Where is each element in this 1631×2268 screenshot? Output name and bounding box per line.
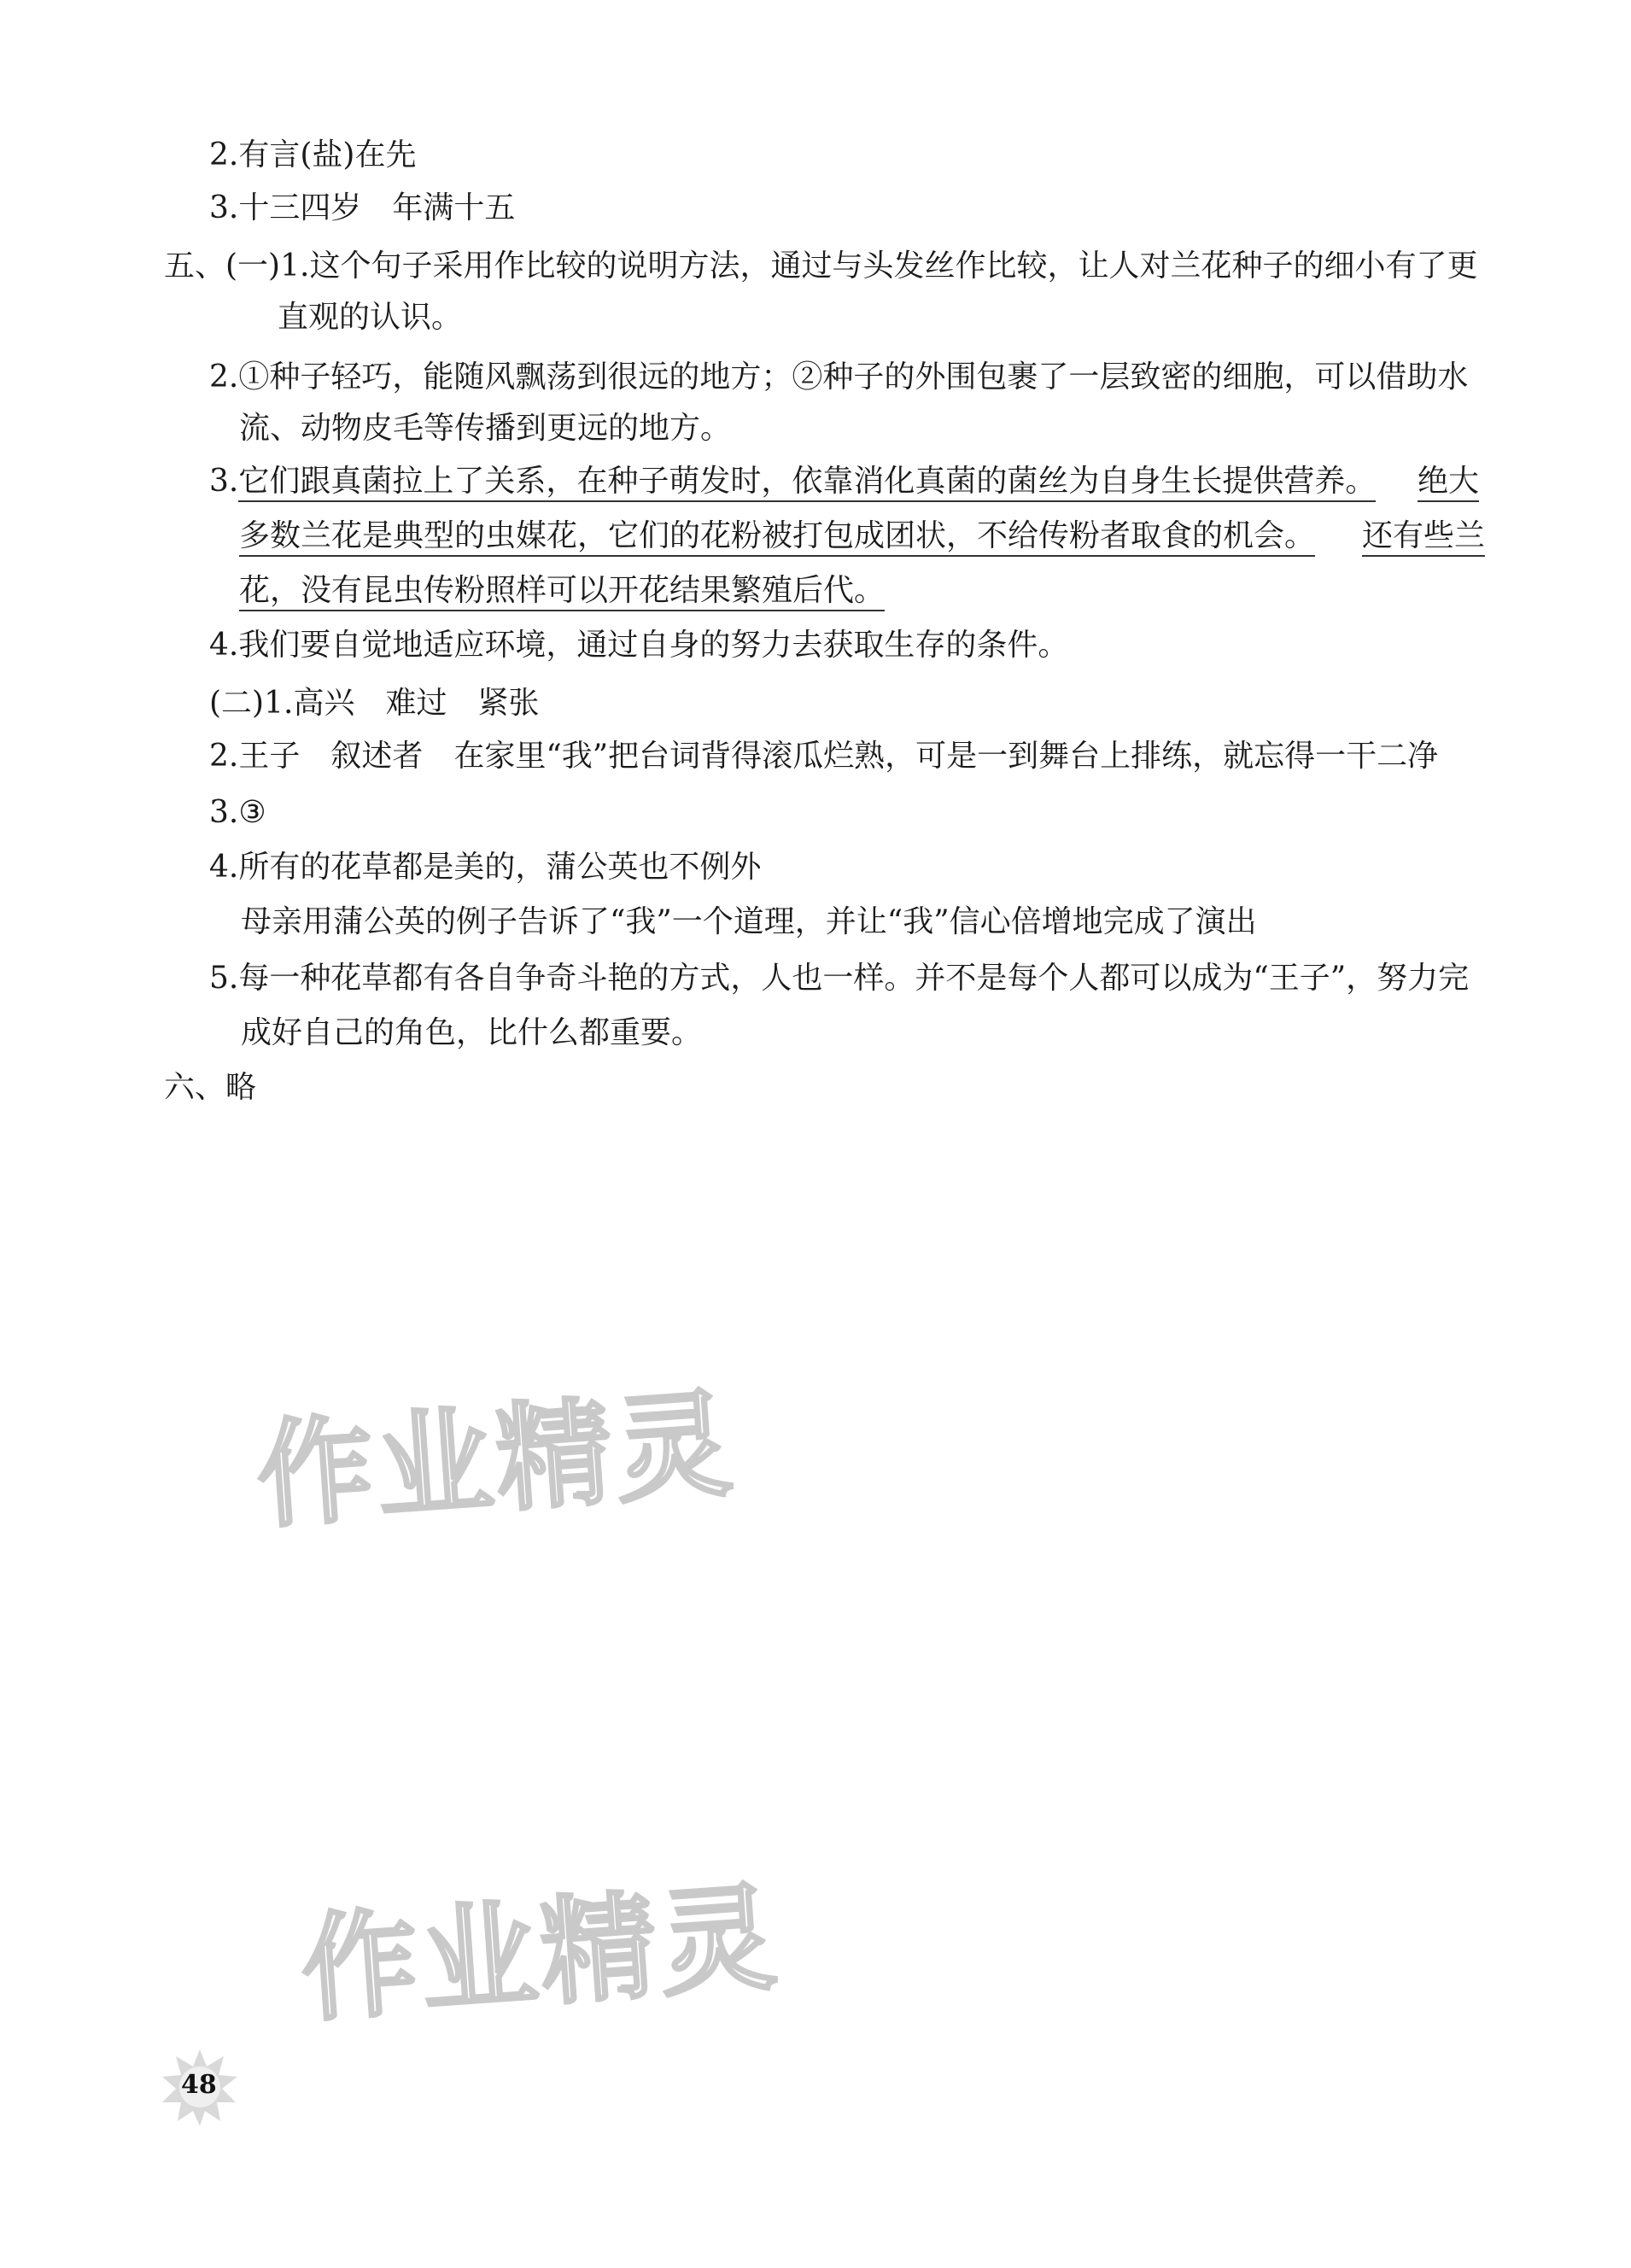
underlined-sentence: 花，没有昆虫传粉照样可以开花结果繁殖后代。 — [239, 573, 885, 611]
underlined-sentence: 还有些兰 — [1362, 518, 1485, 557]
underlined-sentence: 多数兰花是典型的虫媒花，它们的花粉被打包成团状，不给传粉者取食的机会。 — [239, 518, 1315, 557]
answer-line: 4.我们要自觉地适应环境，通过自身的努力去获取生存的条件。 — [209, 628, 1069, 663]
answer-line: 3.十三四岁 年满十五 — [209, 190, 516, 225]
answer-line: 母亲用蒲公英的例子告诉了“我”一个道理，并让“我”信心倍增地完成了演出 — [241, 904, 1257, 939]
answer-line-underlined — [209, 461, 1376, 502]
answer-line: 五、(一)1.这个句子采用作比较的说明方法，通过与头发丝作比较，让人对兰花种子的细小有了更 — [164, 248, 1478, 284]
watermark: 作业精灵 — [253, 1377, 740, 1546]
underlined-sentence: 它们跟真菌拉上了关系，在种子萌发时，依靠消化真菌的菌丝为自身生长提供营养。 — [238, 464, 1376, 502]
answer-line: 2.有言(盐)在先 — [209, 137, 417, 172]
answer-line-underlined — [239, 516, 1315, 557]
answer-line: 4.所有的花草都是美的，蒲公英也不例外 — [209, 850, 762, 885]
underlined-sentence: 绝大 — [1418, 464, 1479, 502]
answer-line: 成好自己的角色，比什么都重要。 — [241, 1015, 703, 1050]
watermark: 作业精灵 — [297, 1870, 784, 2039]
section-six: 六、略 — [164, 1070, 257, 1105]
answer-line-underlined — [1418, 461, 1479, 502]
item-number: 3. — [209, 464, 239, 499]
answer-line: (二)1.高兴 难过 紧张 — [209, 686, 540, 721]
answer-line-underlined — [239, 570, 885, 611]
answer-line: 5.每一种花草都有各自争奇斗艳的方式，人也一样。并不是每个人都可以成为“王子”，努力完 — [209, 961, 1470, 996]
answer-line-underlined — [1362, 516, 1485, 557]
page-number: 48 — [181, 2070, 217, 2100]
answer-line: 直观的认识。 — [278, 300, 463, 335]
answer-line: 3.③ — [209, 795, 266, 830]
answer-line: 2.①种子轻巧，能随风飘荡到很远的地方；②种子的外围包裹了一层致密的细胞，可以借助水 — [209, 359, 1469, 395]
answer-line: 流、动物皮毛等传播到更远的地方。 — [239, 411, 732, 446]
answer-line: 2.王子 叙述者 在家里“我”把台词背得滚瓜烂熟，可是一到舞台上排练，就忘得一干二净 — [209, 739, 1439, 774]
